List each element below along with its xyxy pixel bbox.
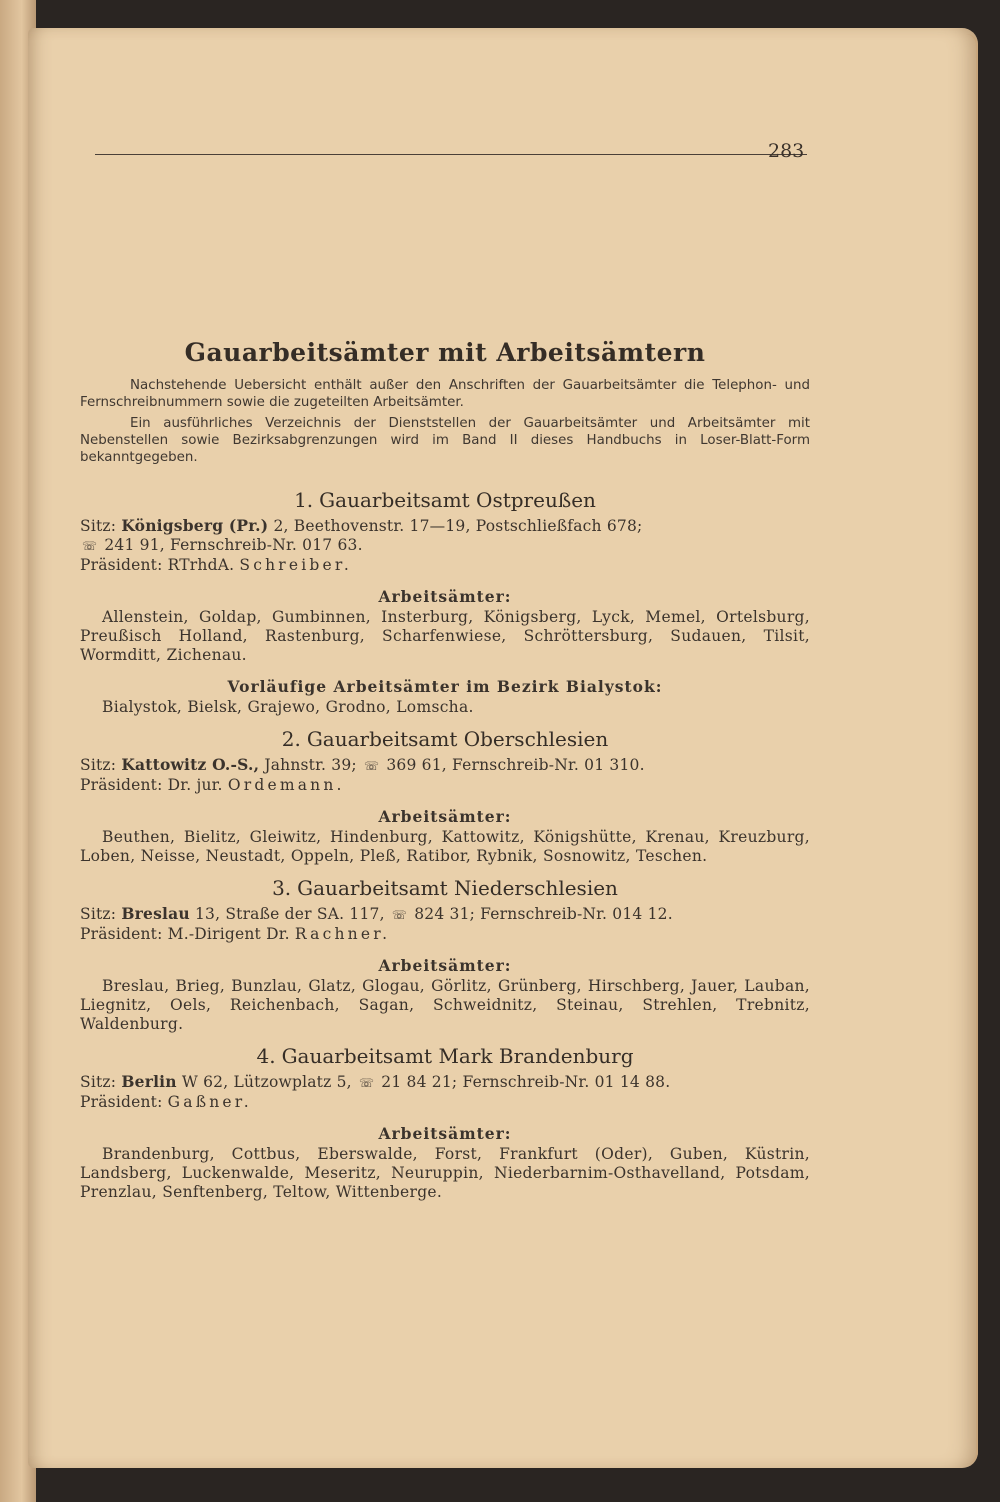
telephone-icon: ☏ [391,908,408,922]
president-label: Präsident: [80,556,163,574]
seat-label: Sitz: [80,756,117,774]
section-mark-brandenburg [80,1044,810,1202]
seat-address: 2, Beethovenstr. 17—19, Postschließfach 678; [273,517,643,535]
header-rule [95,154,807,155]
seat-phone: 21 84 21; Fernschreib-Nr. 01 14 88. [381,1073,671,1091]
section-title-text: Gauarbeitsamt Mark Brandenburg [281,1044,634,1068]
section-number: 4. [256,1044,276,1068]
section-number: 1. [294,488,314,512]
section-title [80,1044,810,1068]
section-title [80,876,810,900]
offices-list: Brandenburg, Cottbus, Eberswalde, Forst, Frankfurt (Oder), Guben, Küstrin, Landsberg, Luckenwalde, Meseritz, Neuruppin, Niederbarnim-Osthavelland, Potsdam, Prenzlau, Senftenberg, Teltow, Wittenberge. [80,1145,810,1201]
president-name: Rachner. [294,925,391,943]
seat-address: W 62, Lützowplatz 5, [181,1073,352,1091]
seat-city: Königsberg (Pr.) [121,516,269,535]
telephone-icon: ☏ [358,1076,375,1090]
president-line [80,1093,810,1112]
offices-heading: Arbeitsämter: [378,587,512,606]
president-line [80,776,810,795]
seat-city: Breslau [121,904,190,923]
president-label: Präsident: [80,925,163,943]
offices-list: Beuthen, Bielitz, Gleiwitz, Hindenburg, Kattowitz, Königshütte, Krenau, Kreuzburg, Loben, Neisse, Neustadt, Oppeln, Pleß, Ratibor, Rybnik, Sosnowitz, Teschen. [80,828,810,865]
provisional-offices-list: Bialystok, Bielsk, Grajewo, Grodno, Lomscha. [102,698,474,716]
seat-label: Sitz: [80,1073,117,1091]
president-title: RTrhdA. [167,556,235,574]
offices-heading: Arbeitsämter: [378,956,512,975]
offices-heading: Arbeitsämter: [378,1124,512,1143]
provisional-offices-heading: Vorläufige Arbeitsämter im Bezirk Bialystok: [227,677,663,696]
page-content [80,338,810,1202]
seat-phone: 369 61, Fernschreib-Nr. 01 310. [386,756,645,774]
seat-line [80,516,810,556]
page-title: Gauarbeitsämter mit Arbeitsämtern [184,338,706,367]
section-title-text: Gauarbeitsamt Oberschlesien [306,727,609,751]
president-title: Dr. jur. [167,776,223,794]
seat-address: Jahnstr. 39; [264,756,357,774]
section-title-text: Gauarbeitsamt Ostpreußen [319,488,596,512]
page-number: 283 [768,140,805,162]
president-name: Ordemann. [227,776,345,794]
section-title [80,488,810,512]
president-label: Präsident: [80,776,163,794]
seat-line [80,1072,810,1093]
president-label: Präsident: [80,1093,163,1111]
seat-label: Sitz: [80,905,117,923]
section-number: 3. [272,876,292,900]
section-niederschlesien [80,876,810,1034]
offices-list: Breslau, Brieg, Bunzlau, Glatz, Glogau, Görlitz, Grünberg, Hirschberg, Jauer, Lauban, Liegnitz, Oels, Reichenbach, Sagan, Schweidnitz, Steinau, Strehlen, Trebnitz, Waldenburg. [80,977,810,1033]
seat-address: 13, Straße der SA. 117, [194,905,385,923]
intro-paragraph-2: Ein ausführliches Verzeichnis der Dienststellen der Gauarbeitsämter und Arbeitsämter mit Nebenstellen sowie Bezirksabgrenzungen wird im Band II dieses Handbuchs in Loser-Blatt-Form bekanntgegeben. [80,416,810,465]
telephone-icon: ☏ [363,759,380,773]
president-line [80,925,810,944]
section-ostpreussen [80,488,810,717]
seat-label: Sitz: [80,517,117,535]
seat-phone: 241 91, Fernschreib-Nr. 017 63. [104,536,363,554]
president-name: Schreiber. [239,556,352,574]
offices-list: Allenstein, Goldap, Gumbinnen, Insterburg, Königsberg, Lyck, Memel, Ortelsburg, Preußisch Holland, Rastenburg, Scharfenwiese, Schröttersburg, Sudauen, Tilsit, Wormditt, Zichenau. [80,608,810,664]
section-title-text: Gauarbeitsamt Niederschlesien [297,876,618,900]
president-title: M.-Dirigent Dr. [167,925,290,943]
seat-line [80,904,810,925]
seat-line [80,755,810,776]
intro-paragraph-1: Nachstehende Uebersicht enthält außer den Anschriften der Gauarbeitsämter die Telephon- und Fernschreibnummern sowie die zugeteilten Arbeitsämter. [80,378,810,410]
president-line [80,556,810,575]
seat-city: Kattowitz O.-S., [121,755,260,774]
seat-city: Berlin [121,1072,177,1091]
section-oberschlesien [80,727,810,866]
president-name: Gaßner. [167,1093,252,1111]
section-title [80,727,810,751]
telephone-icon: ☏ [82,539,98,553]
offices-heading: Arbeitsämter: [378,807,512,826]
section-number: 2. [281,727,301,751]
page-edge [966,34,978,1464]
seat-phone: 824 31; Fernschreib-Nr. 014 12. [414,905,673,923]
